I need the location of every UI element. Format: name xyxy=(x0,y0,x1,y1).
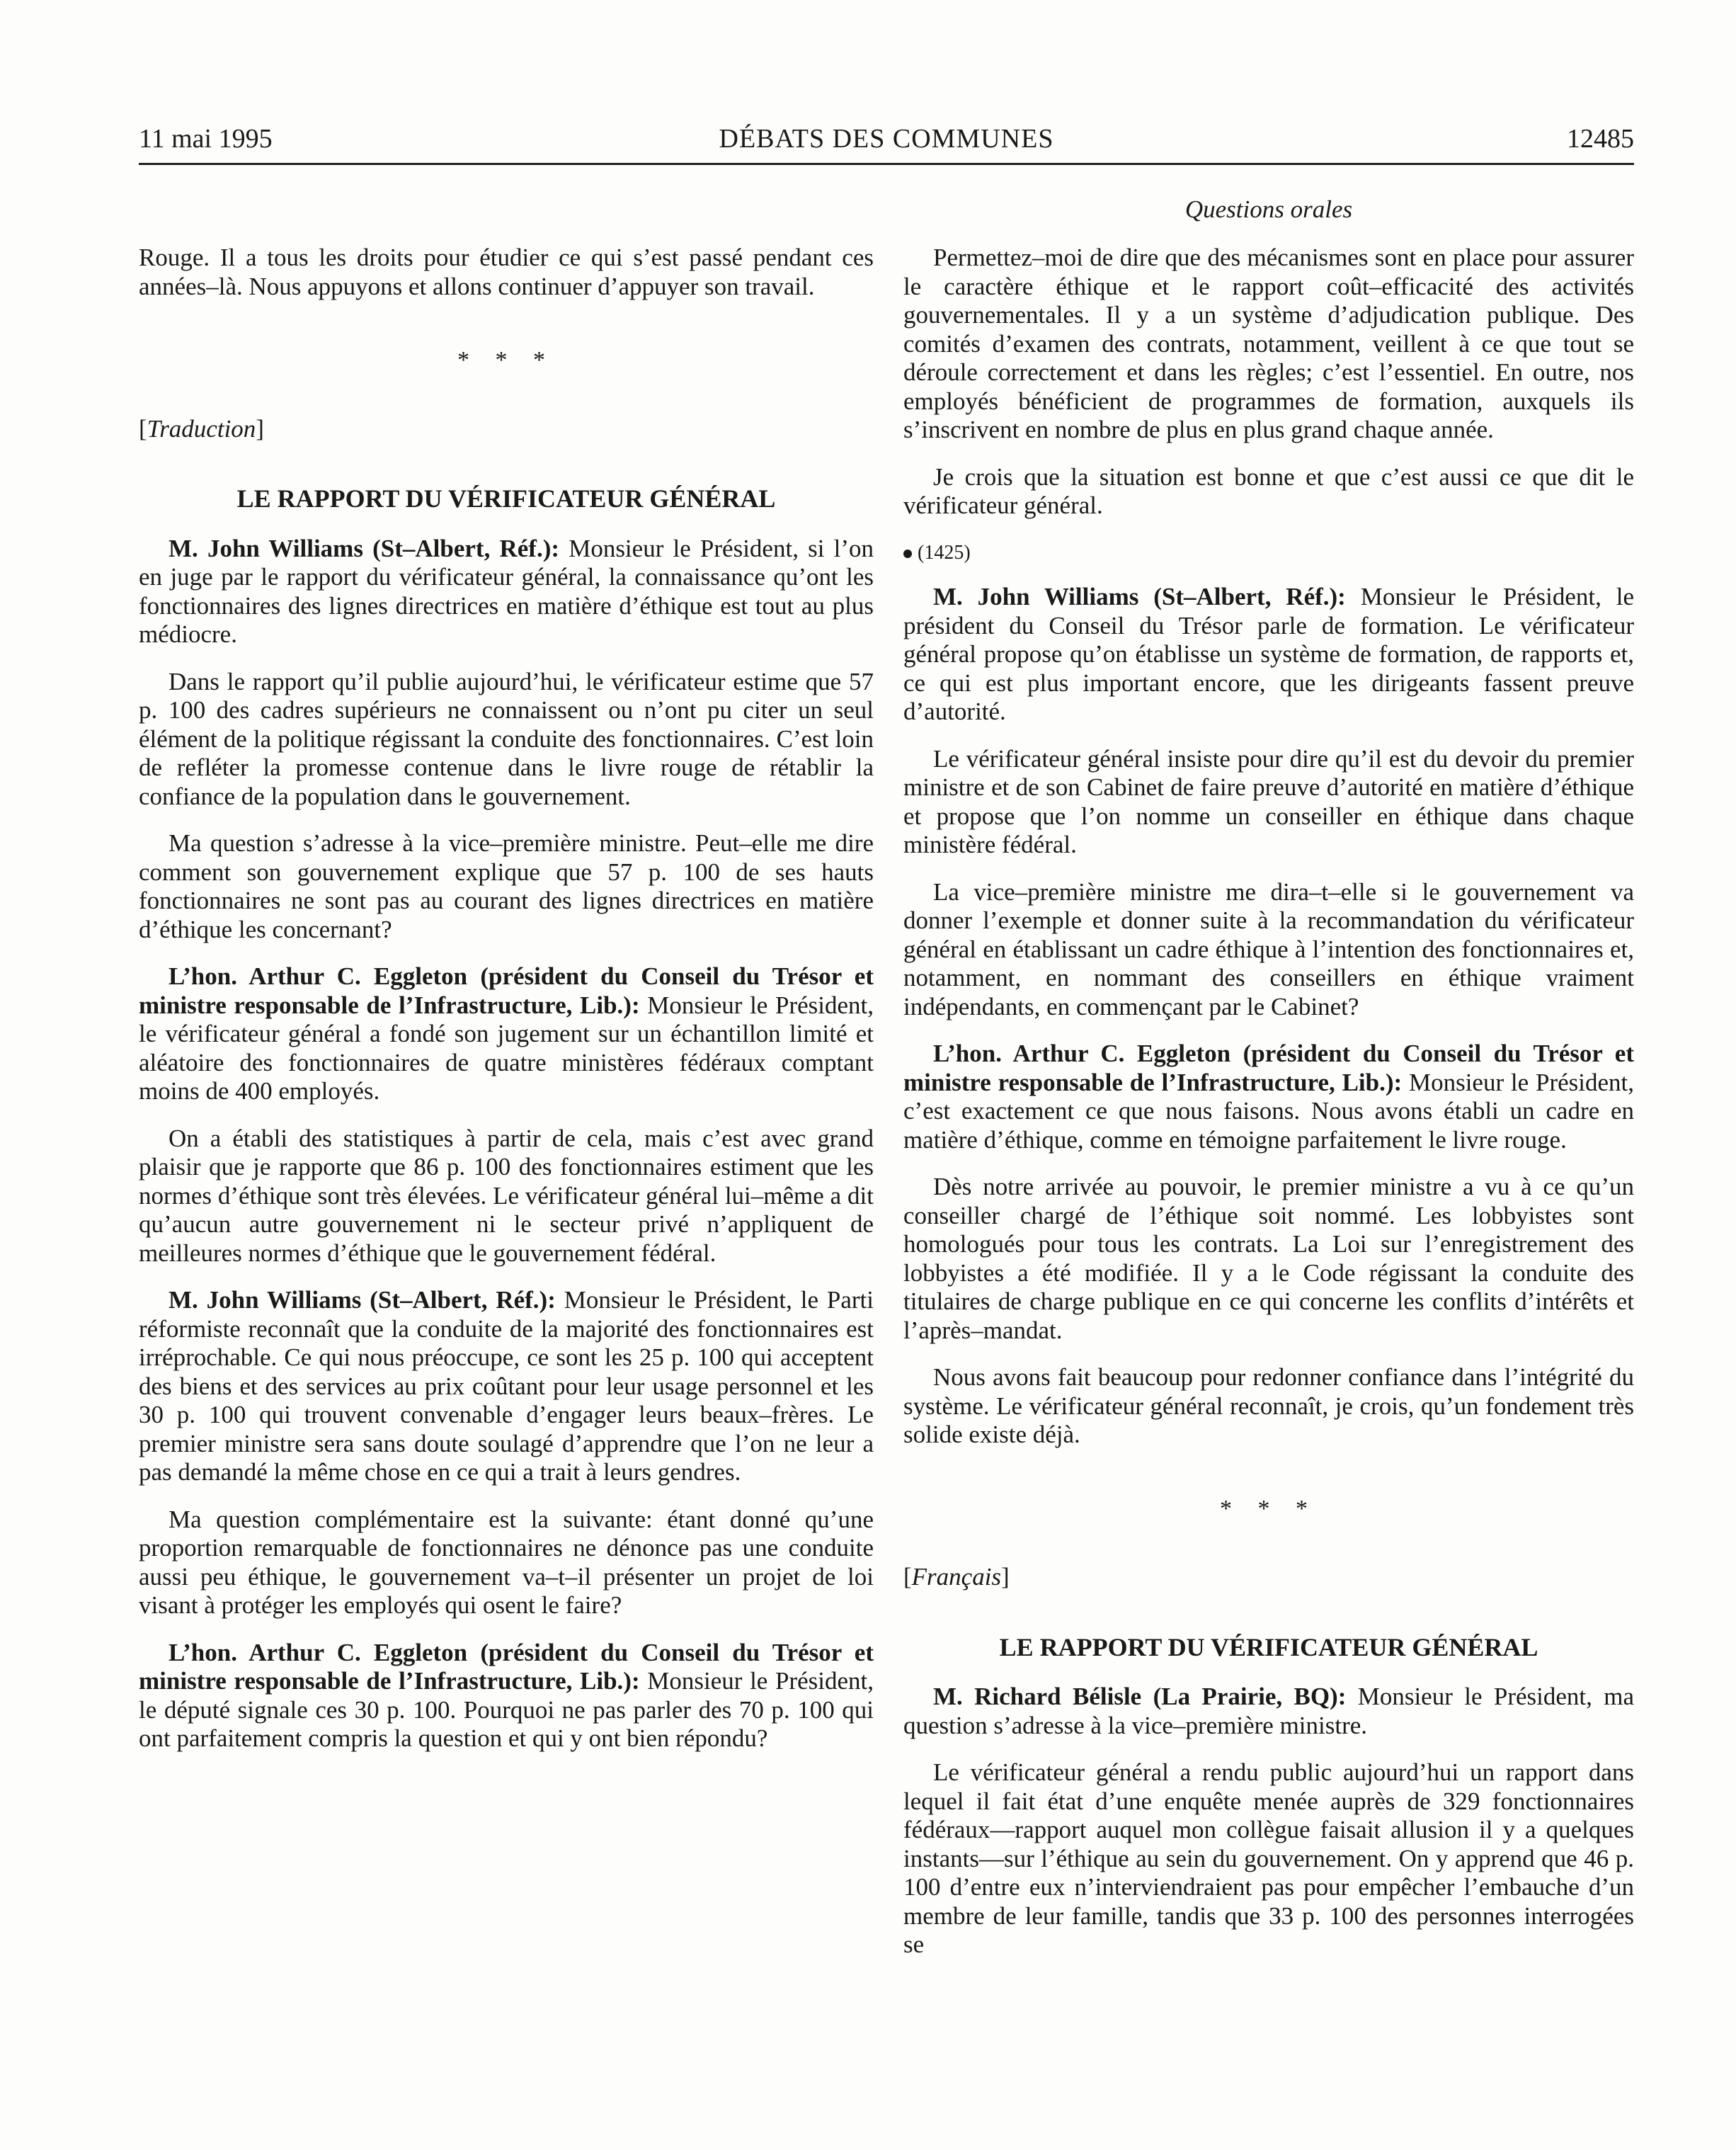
language-tag: [Français] xyxy=(903,1563,1010,1591)
speech-paragraph xyxy=(903,1040,1634,1154)
speech-text: Monsieur le Président, le vérificateur général a fondé son jugement sur un échantillon limité et aléatoire des fonctionnaires de quatre ministères fédéraux comptant moins de 400 employés. xyxy=(139,991,874,1105)
paragraph: Je crois que la situation est bonne et que c’est aussi ce que dit le vérificateur général. xyxy=(903,462,1634,519)
speaker-name: L’hon. Arthur C. Eggleton (président du Conseil du Trésor et ministre responsable de l’Infrastructure, Lib.): xyxy=(139,962,874,1019)
paragraph: Le vérificateur général insiste pour dire qu’il est du devoir du premier ministre et de son Cabinet de faire preuve d’autorité en matière d’éthique et propose que l’on nomme un conseiller en éthique dans chaque ministère fédéral. xyxy=(903,744,1634,858)
paragraph: Rouge. Il a tous les droits pour étudier ce qui s’est passé pendant ces années–là. Nous appuyons et allons continuer d’appuyer son travail. xyxy=(139,244,874,300)
speaker-name: M. John Williams (St–Albert, Réf.): xyxy=(933,583,1346,610)
language-tag: [Traduction] xyxy=(139,414,264,443)
paragraph: Ma question s’adresse à la vice–première ministre. Peut–elle me dire comment son gouvernement explique que 57 p. 100 de ses hauts fonctionnaires ne sont pas au courant des lignes directrices en matière d’éthique les concernant? xyxy=(139,829,874,943)
section-separator: * * * xyxy=(1220,1495,1318,1522)
section-heading: LE RAPPORT DU VÉRIFICATEUR GÉNÉRAL xyxy=(999,1632,1538,1661)
header-title: DÉBATS DES COMMUNES xyxy=(719,124,1054,154)
paragraph: On a établi des statistiques à partir de cela, mais c’est avec grand plaisir que je rapporte que 86 p. 100 des fonctionnaires estiment que les normes d’éthique sont très élevées. Le vérificateur général lui–même a dit qu’aucun autre gouvernement ni le secteur privé n’appliquent de meilleures normes d’éthique que le gouvernement fédéral. xyxy=(139,1124,874,1267)
paragraph: Le vérificateur général a rendu public aujourd’hui un rapport dans lequel il fait état d’une enquête menée auprès de 329 fonctionnaires fédéraux—rapport auquel mon collègue faisait allusion il y a quelques instants—sur l’éthique au sein du gouvernement. On y apprend que 46 p. 100 d’entre eux n’interviendraient pas pour empêcher l’embauche d’un membre de leur famille, tandis que 33 p. 100 des personnes interrogées se xyxy=(903,1758,1634,1958)
speech-paragraph xyxy=(903,583,1634,727)
speaker-name: M. John Williams (St–Albert, Réf.): xyxy=(169,534,560,562)
paragraph: Permettez–moi de dire que des mécanismes sont en place pour assurer le caractère éthique et le rapport coût–efficacité des activités gouvernementales. Il y a un système d’adjudication publique. Des comités d’examen des contrats, notamment, veillent à ce que tout se déroule correctement et dans les règles; c’est l’essentiel. En outre, nos employés bénéficient de programmes de formation, auxquels ils s’inscrivent en nombre de plus en plus grand chaque année. xyxy=(903,244,1634,443)
speech-text: Monsieur le Président, c’est exactement ce que nous faisons. Nous avons établi un cadre en matière d’éthique, comme en témoigne parfaitement le livre rouge. xyxy=(903,1068,1634,1154)
header-date: 11 mai 1995 xyxy=(139,124,273,154)
section-heading: LE RAPPORT DU VÉRIFICATEUR GÉNÉRAL xyxy=(236,484,776,513)
bullet-icon xyxy=(903,550,912,558)
speech-text: Monsieur le Président, ma question s’adresse à la vice–première ministre. xyxy=(903,1683,1634,1739)
speech-paragraph xyxy=(139,1639,874,1753)
left-column xyxy=(139,244,874,1772)
speech-paragraph xyxy=(139,535,874,649)
section-separator: * * * xyxy=(457,347,555,373)
speech-paragraph xyxy=(139,1286,874,1487)
speaker-name: M. John Williams (St–Albert, Réf.): xyxy=(169,1286,556,1314)
language-tag-text: Traduction xyxy=(147,414,256,443)
paragraph: Ma question complémentaire est la suivante: étant donné qu’une proportion remarquable de fonctionnaires ne dénonce pas une conduite aussi peu éthique, le gouvernement va–t–il présenter un projet de loi visant à protéger les employés qui osent le faire? xyxy=(139,1505,874,1619)
paragraph: Nous avons fait beaucoup pour redonner confiance dans l’intégrité du système. Le vérificateur général reconnaît, je crois, qu’un fondement très solide existe déjà. xyxy=(903,1363,1634,1448)
speech-text: Monsieur le Président, le président du Conseil du Trésor parle de formation. Le vérificateur général propose qu’on établisse un système de formation, de rapports et, ce qui est plus important encore, que les dirigeants fassent preuve d’autorité. xyxy=(903,583,1634,725)
paragraph: La vice–première ministre me dira–t–elle si le gouvernement va donner l’exemple et donner suite à la recommandation du vérificateur général en établissant un cadre éthique à l’intention des fonctionnaires et, notamment, en nommant des conseillers en éthique vraiment indépendants, en commençant par le Cabinet? xyxy=(903,877,1634,1020)
speaker-name: L’hon. Arthur C. Eggleton (président du Conseil du Trésor et ministre responsable de l’Infrastructure, Lib.): xyxy=(139,1638,874,1695)
time-marker-text: (1425) xyxy=(918,541,971,564)
language-tag-text: Français xyxy=(911,1563,1002,1591)
speech-paragraph xyxy=(139,962,874,1106)
speech-text: Monsieur le Président, le Parti réformiste reconnaît que la conduite de la majorité des fonctionnaires est irréprochable. Ce qui nous préoccupe, ce sont les 25 p. 100 qui acceptent des biens et des services au prix coûtant pour leur usage personnel et les 30 p. 100 qui trouvent convenable d’engager leurs beaux–frères. Le premier ministre sera sans doute soulagé d’apprendre que l’on ne leur a pas demandé la même chose en ce qui a trait à leurs gendres. xyxy=(139,1286,874,1486)
header-page-number: 12485 xyxy=(1567,124,1634,154)
speech-text: Monsieur le Président, le député signale ces 30 p. 100. Pourquoi ne pas parler des 70 p. 100 qui ont parfaitement compris la question et qui y ont bien répondu? xyxy=(139,1667,874,1752)
speaker-name: L’hon. Arthur C. Eggleton (président du Conseil du Trésor et ministre responsable de l’Infrastructure, Lib.): xyxy=(903,1040,1634,1096)
paragraph: Dans le rapport qu’il publie aujourd’hui, le vérificateur estime que 57 p. 100 des cadres supérieurs ne connaissent ou n’ont pu citer un seul élément de la politique régissant la conduite des fonctionnaires. C’est loin de refléter la promesse contenue dans le livre rouge de rétablir la confiance de la population dans le gouvernement. xyxy=(139,667,874,810)
right-column xyxy=(903,244,1634,1978)
speaker-name: M. Richard Bélisle (La Prairie, BQ): xyxy=(933,1683,1347,1710)
time-marker xyxy=(903,539,1634,568)
speech-text: Monsieur le Président, si l’on en juge par le rapport du vérificateur général, la connaissance qu’ont les fonctionnaires des lignes directrices en matière d’éthique est tout au plus médiocre. xyxy=(139,534,874,648)
speech-paragraph xyxy=(903,1683,1634,1740)
page-header xyxy=(139,120,1634,165)
section-label: Questions orales xyxy=(1184,195,1353,223)
paragraph: Dès notre arrivée au pouvoir, le premier ministre a vu à ce qu’un conseiller chargé de l’éthique soit nommé. Les lobbyistes sont homologués pour tous les contrats. La Loi sur l’enregistrement des lobbyistes a été modifiée. Il y a le Code régissant la conduite des titulaires de charge publique en ce qui concerne les conflits d’intérêts et l’après–mandat. xyxy=(903,1173,1634,1344)
